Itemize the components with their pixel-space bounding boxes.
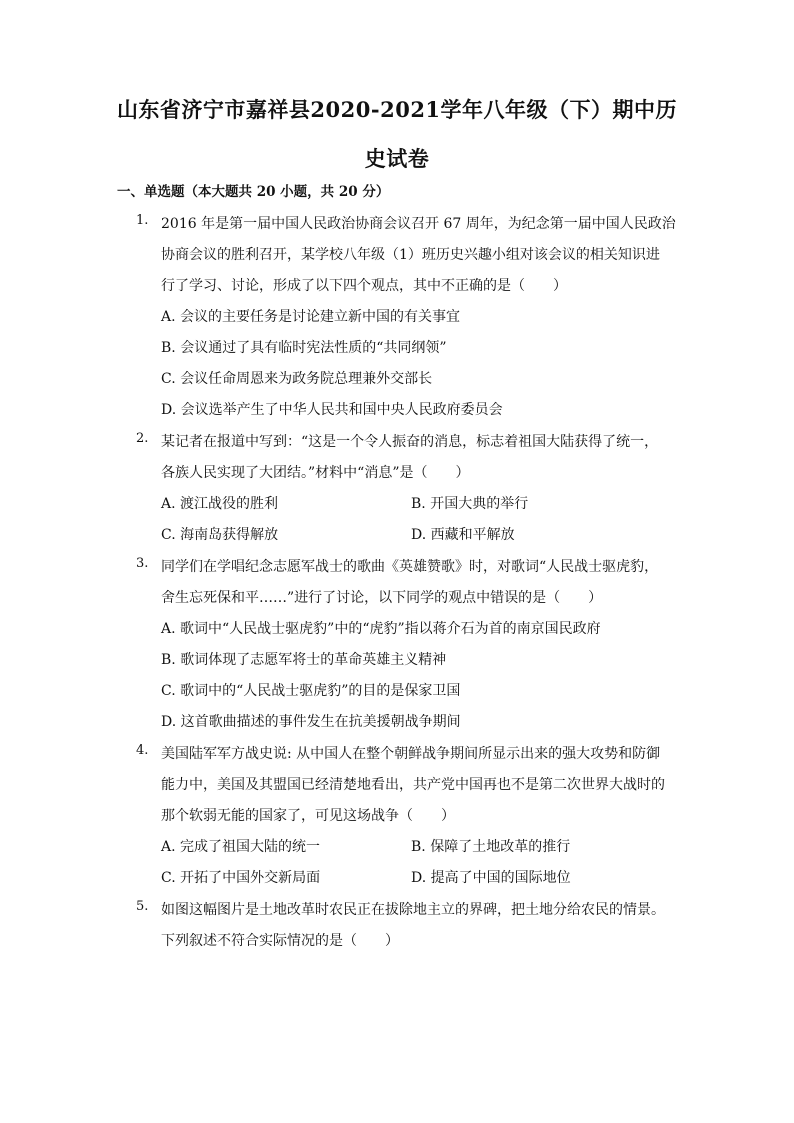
option-b: B. 歌词体现了志愿军将士的革命英雄主义精神: [161, 652, 447, 668]
question-stem-line: 能力中，美国及其盟国已经清楚地看出，共产党中国再也不是第二次世界大战时的: [161, 777, 665, 793]
page-title: 山东省济宁市嘉祥县2020-2021学年八年级（下）期中历: [116, 97, 678, 122]
question-number: 4.: [136, 743, 149, 758]
question-stem-line: 某记者在报道中写到：“这是一个令人振奋的消息，标志着祖国大陆获得了统一，: [161, 434, 659, 450]
option-c: C. 会议任命周恩来为政务院总理兼外交部长: [161, 371, 433, 387]
option-d: D. 提高了中国的国际地位: [411, 870, 571, 886]
question-number: 2.: [136, 431, 149, 446]
option-c: C. 歌词中的“人民战士驱虎豹”的目的是保家卫国: [161, 683, 461, 699]
question-number: 3.: [136, 556, 149, 571]
option-b: B. 保障了土地改革的推行: [411, 839, 571, 855]
section-heading: 一、单选题（本大题共 20 小题，共 20 分）: [117, 184, 390, 200]
question-number: 1.: [136, 213, 149, 228]
option-b: B. 开国大典的举行: [411, 496, 529, 512]
option-c: C. 开拓了中国外交新局面: [161, 870, 321, 886]
option-a: A. 完成了祖国大陆的统一: [161, 839, 321, 855]
option-a: A. 歌词中“人民战士驱虎豹”中的“虎豹”指以蒋介石为首的南京国民政府: [161, 621, 601, 637]
option-d: D. 这首歌曲描述的事件发生在抗美援朝战争期间: [161, 714, 461, 730]
option-a: A. 渡江战役的胜利: [161, 496, 279, 512]
question-stem-line: 下列叙述不符合实际情况的是（ ）: [161, 933, 399, 949]
question-stem-line: 协商会议的胜利召开，某学校八年级（1）班历史兴趣小组对该会议的相关知识进: [161, 247, 660, 263]
question-number: 5.: [136, 899, 149, 914]
page-title-continued: 史试卷: [364, 146, 430, 171]
question-stem-line: 那个软弱无能的国家了，可见这场战争（ ）: [161, 808, 455, 824]
question-stem-line: 同学们在学唱纪念志愿军战士的歌曲《英雄赞歌》时，对歌词“人民战士驱虎豹，: [161, 559, 659, 575]
question-stem-line: 行了学习、讨论，形成了以下四个观点，其中不正确的是（ ）: [161, 278, 567, 294]
question-stem-line: 如图这幅图片是土地改革时农民正在拔除地主立的界碑，把土地分给农民的情景。: [161, 902, 665, 918]
option-a: A. 会议的主要任务是讨论建立新中国的有关事宜: [161, 309, 461, 325]
question-stem-line: 各族人民实现了大团结。”材料中“消息”是（ ）: [161, 465, 470, 481]
option-b: B. 会议通过了具有临时宪法性质的“共同纲领”: [161, 340, 447, 356]
question-stem-line: 舍生忘死保和平……”进行了讨论，以下同学的观点中错误的是（ ）: [161, 590, 603, 606]
option-d: D. 会议选举产生了中华人民共和国中央人民政府委员会: [161, 402, 503, 418]
question-stem-line: 2016 年是第一届中国人民政治协商会议召开 67 周年，为纪念第一届中国人民政治: [161, 216, 676, 232]
question-stem-line: 美国陆军军方战史说: 从中国人在整个朝鲜战争期间所显示出来的强大攻势和防御: [161, 746, 661, 762]
option-d: D. 西藏和平解放: [411, 527, 515, 543]
option-c: C. 海南岛获得解放: [161, 527, 279, 543]
